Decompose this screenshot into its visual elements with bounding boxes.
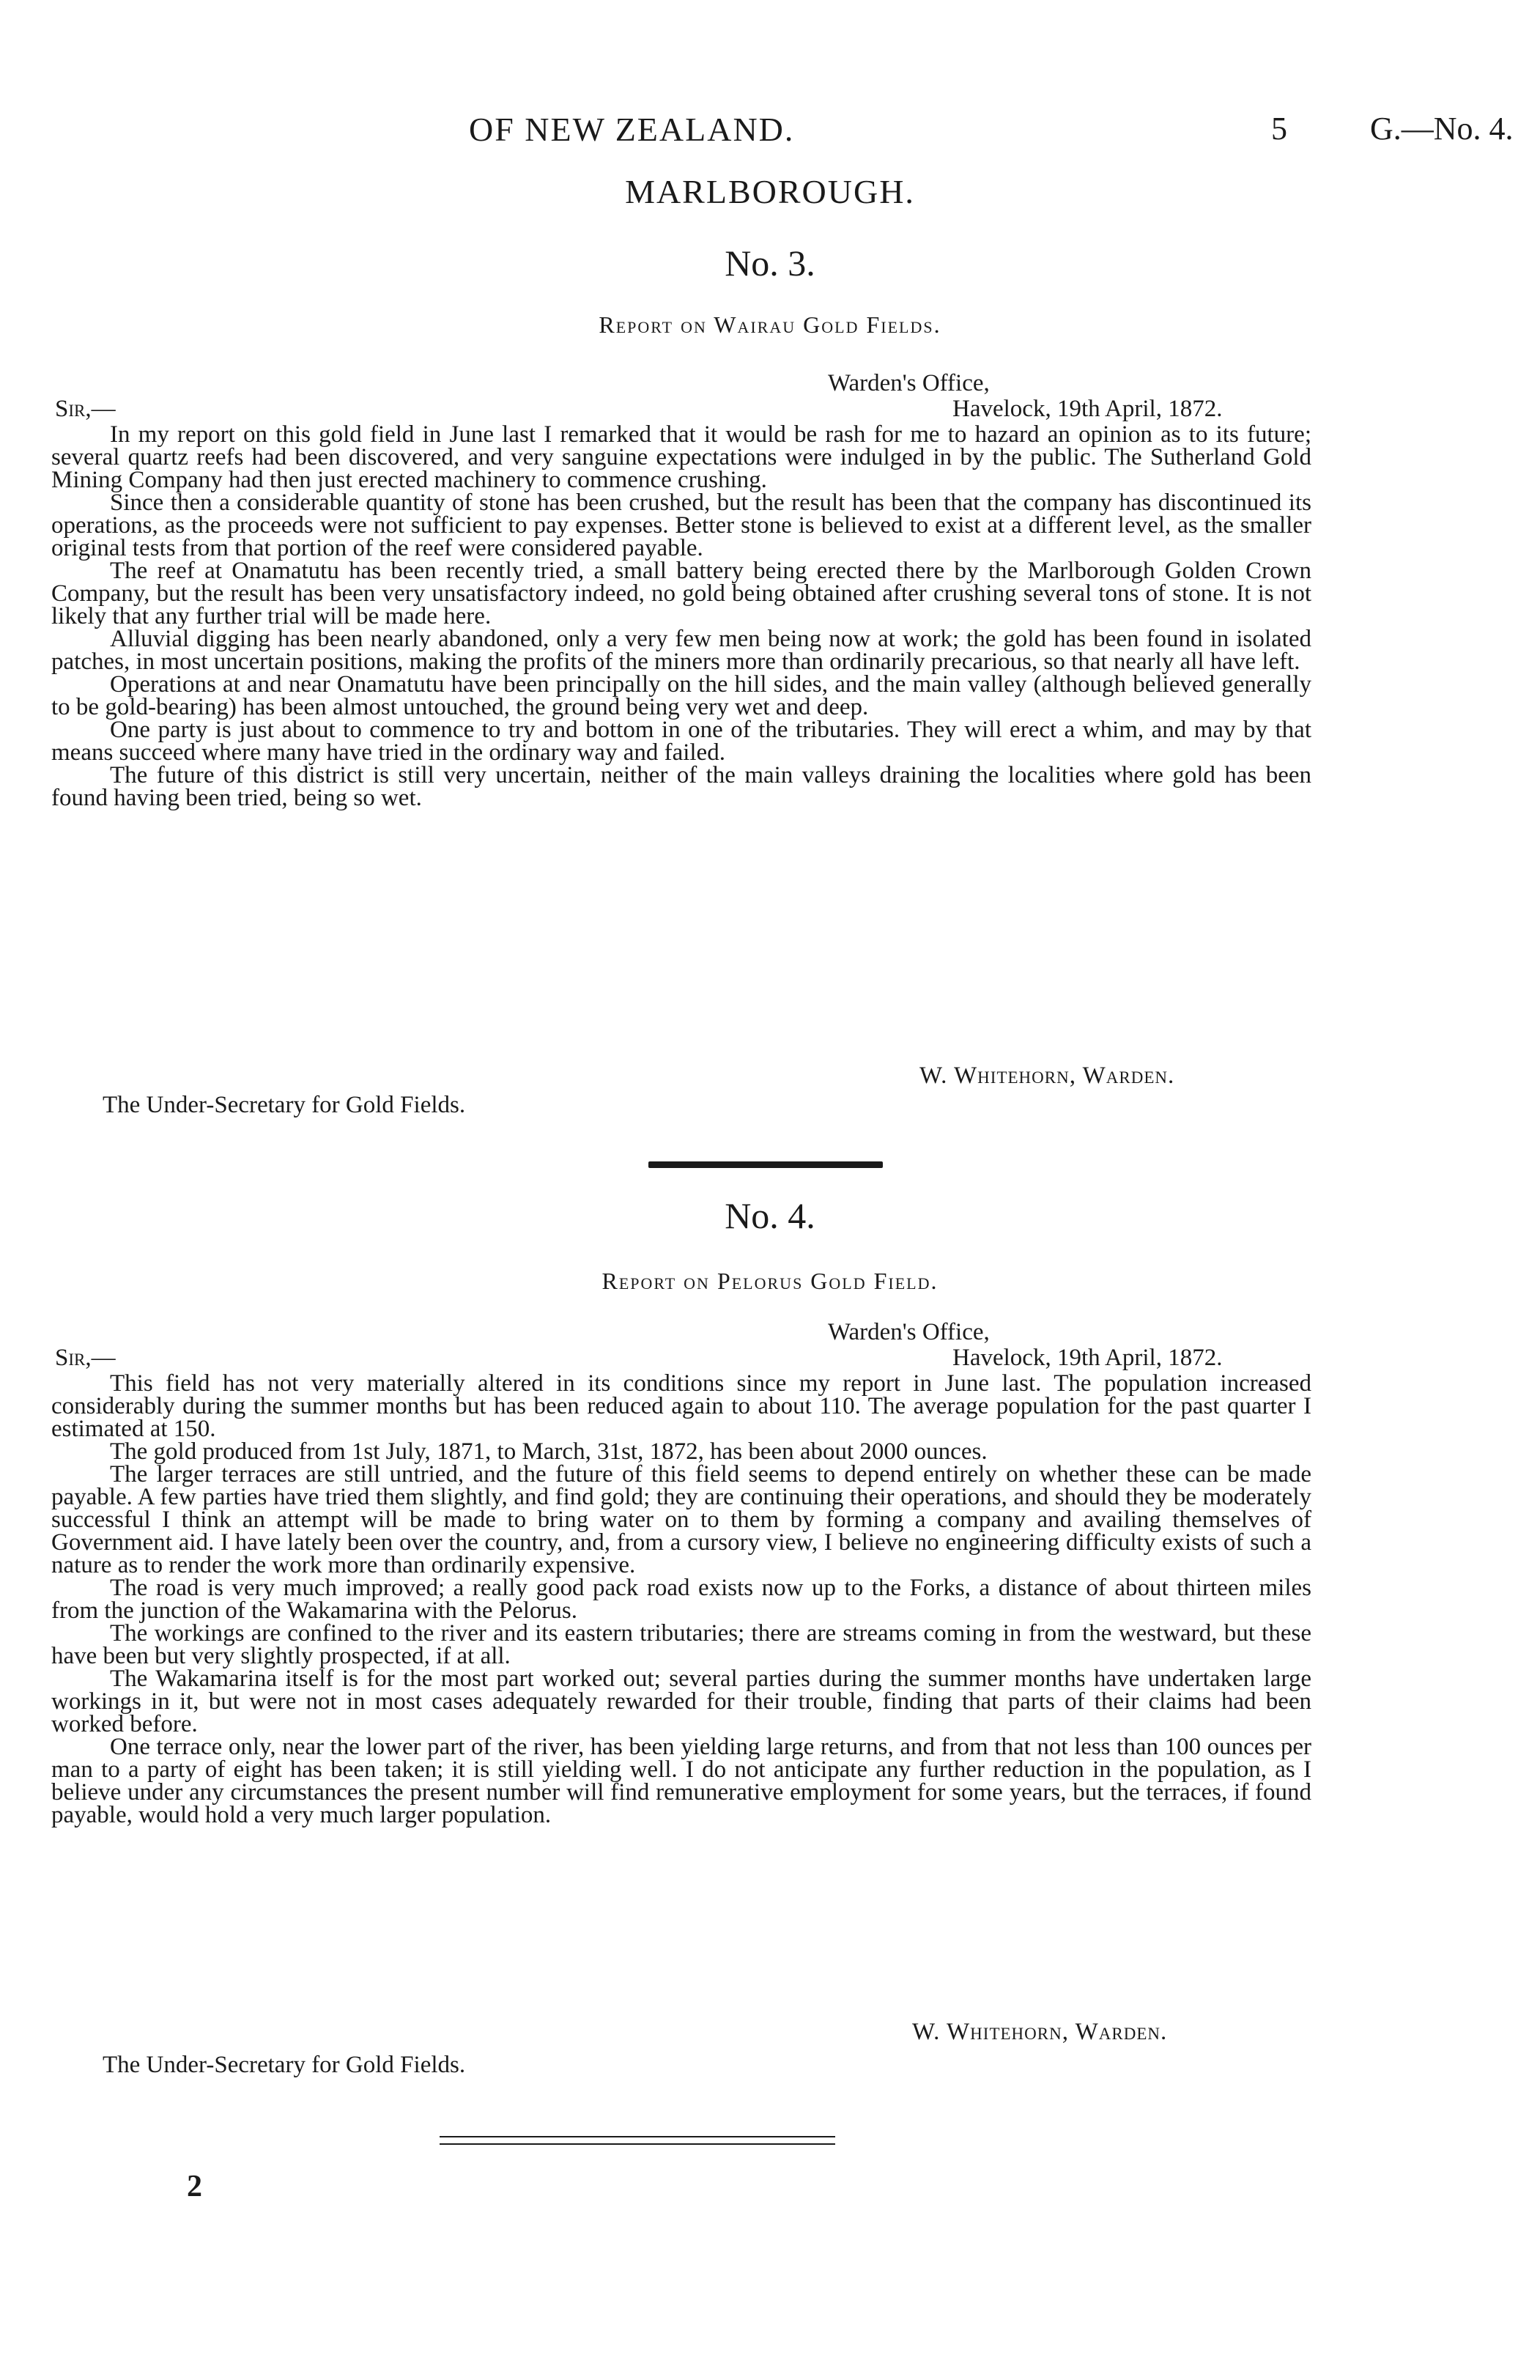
page-number: 5: [1271, 111, 1287, 147]
footer-rule: [440, 2143, 835, 2145]
report-4-paragraph: The gold produced from 1st July, 1871, to March, 31st, 1872, has been about 2000 ounces.: [110, 1438, 988, 1465]
report-4-paragraph: The road is very much improved; a really good pack road exists now up to the Forks, a distance of about thirteen miles from the junction of the Wakamarina with the Pelorus.: [51, 1575, 1311, 1624]
report-3-paragraph: Operations at and near Onamatutu have been principally on the hill sides, and the main valley (although believed generally to be gold-bearing) has been almost untouched, the ground being very wet and deep.: [51, 671, 1311, 720]
report-3-title: Report on Wairau Gold Fields.: [599, 311, 941, 338]
report-4-paragraph: The workings are confined to the river and its eastern tributaries; there are streams coming in from the westward, but these have been but very slightly prospected, if at all.: [51, 1620, 1311, 1669]
report-4-number: No. 4.: [725, 1195, 815, 1236]
report-3-office-line: Warden's Office,: [828, 370, 990, 396]
district-heading: MARLBOROUGH.: [625, 173, 915, 210]
report-3-paragraph: Since then a considerable quantity of stone has been crushed, but the result has been that the company has discontinued its operations, as the proceeds were not sufficient to pay expenses. Better stone is believed to exist at a different level, as the smaller original tests from that portion of the reef were considered payable.: [51, 489, 1311, 561]
report-4-office-line: Warden's Office,: [828, 1319, 990, 1345]
report-3-paragraph: In my report on this gold field in June last I remarked that it would be rash for me to hazard an opinion as to its future; several quartz reefs had been discovered, and very sanguine expectations were indulged in by the public. The Sutherland Gold Mining Company had then just erected machinery to commence crushing.: [51, 421, 1311, 493]
report-3-signature: W. Whitehorn, Warden.: [919, 1062, 1175, 1089]
report-4-paragraph: The larger terraces are still untried, and the future of this field seems to depend entirely on whether these can be made payable. A few parties have tried them slightly, and find gold; they are continuing their operations, and should they be moderately successful I think an attempt will be made to bring water on to them by forming a company and availing themselves of Government aid. I have lately been over the country, and, from a cursory view, I believe no engineering difficulty exists of such a nature as to render the work more than ordinarily expensive.: [51, 1461, 1311, 1578]
report-4-addressee: The Under-Secretary for Gold Fields.: [103, 2052, 466, 2078]
footer-rule: [440, 2136, 835, 2137]
report-3-salutation: Sir,—: [55, 396, 116, 422]
report-4-place-date: Havelock, 19th April, 1872.: [952, 1345, 1223, 1371]
section-divider: [648, 1161, 883, 1168]
report-4-salutation: Sir,—: [55, 1345, 116, 1371]
report-3-paragraph: The future of this district is still very uncertain, neither of the main valleys draining the localities where gold has been found having been tried, being so wet.: [51, 762, 1311, 811]
report-4-paragraph: The Wakamarina itself is for the most part worked out; several parties during the summer months have undertaken large workings in it, but were not in most cases adequately rewarded for their trouble, finding that parts of their claims had been worked before.: [51, 1666, 1311, 1737]
report-4-paragraph: This field has not very materially altered in its conditions since my report in June last. The population increased considerably during the summer months but has been reduced again to about 110. The average population for the past quarter I estimated at 150.: [51, 1370, 1311, 1442]
report-4-title: Report on Pelorus Gold Field.: [601, 1268, 939, 1294]
report-3-place-date: Havelock, 19th April, 1872.: [952, 396, 1223, 422]
report-3-addressee: The Under-Secretary for Gold Fields.: [103, 1092, 466, 1118]
report-4-body: [51, 1372, 1311, 1827]
report-4-signature: W. Whitehorn, Warden.: [912, 2019, 1168, 2045]
running-header-title: OF NEW ZEALAND.: [469, 111, 795, 148]
report-3-paragraph: The reef at Onamatutu has been recently tried, a small battery being erected there by the Marlborough Golden Crown Company, but the result has been very unsatisfactory indeed, no gold being obtained after crushing several tons of stone. It is not likely that any further trial will be made here.: [51, 558, 1311, 629]
report-3-body: [51, 421, 1311, 811]
report-3-paragraph: Alluvial digging has been nearly abandoned, only a very few men being now at work; the gold has been found in isolated patches, in most uncertain positions, making the profits of the miners more than ordinarily precarious, so that nearly all have left.: [51, 626, 1311, 675]
document-reference: G.—No. 4.: [1370, 111, 1514, 147]
report-3-number: No. 3.: [725, 243, 815, 284]
printer-signature-mark: 2: [187, 2170, 202, 2203]
report-4-paragraph: One terrace only, near the lower part of the river, has been yielding large returns, and from that not less than 100 ounces per man to a party of eight has been taken; it is still yielding well. I do not anticipate any further reduction in the population, as I believe under any circumstances the present number will find remunerative employment for some years, but the terraces, if found payable, would hold a very much larger population.: [51, 1734, 1311, 1828]
report-3-paragraph: One party is just about to commence to try and bottom in one of the tributaries. They will erect a whim, and may by that means succeed where many have tried in the ordinary way and failed.: [51, 717, 1311, 766]
